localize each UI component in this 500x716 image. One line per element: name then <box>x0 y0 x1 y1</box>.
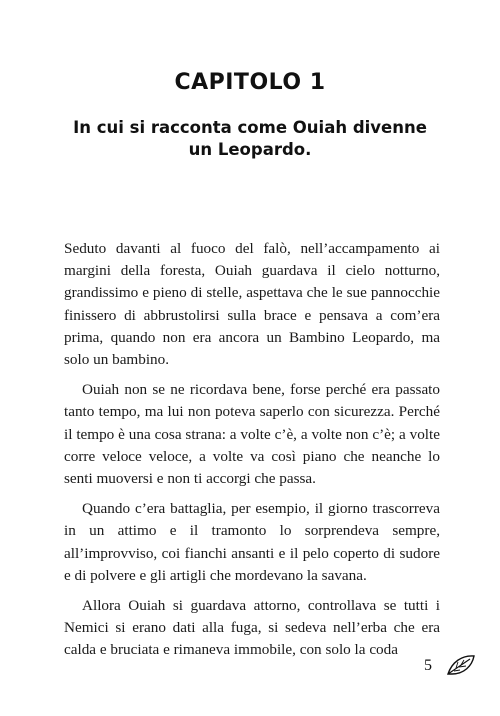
body-text <box>64 238 440 662</box>
paragraph: Quando c’era battaglia, per esempio, il giorno trascorreva in un attimo e il tramonto lo sorprendeva sempre, all’improvviso, coi fianchi ansanti e il pelo coperto di sudore e di polvere e gli artigli che mordevano la savana. <box>64 500 440 584</box>
paragraph: Ouiah non se ne ricordava bene, forse perché era passato tanto tempo, ma lui non poteva saperlo con sicurezza. Perché il tempo è una cosa strana: a volte c’è, a volte non c’è; a volte corre veloce veloce, a volte va così piano che neanche lo senti muoversi e non ti accorgi che passa. <box>64 381 440 488</box>
chapter-subtitle: In cui si racconta come Ouiah divenne un Leopardo. <box>73 118 427 159</box>
leaf-icon <box>446 652 476 678</box>
chapter-title: CAPITOLO 1 <box>174 70 326 95</box>
paragraph: Seduto davanti al fuoco del falò, nell’accampamento ai margini della foresta, Ouiah guardava il cielo notturno, grandissimo e pieno di stelle, aspettava che le sue pannocchie finissero di abbrustolirsi sulla brace e pensava a com’era prima, quando non era ancora un Bambino Leopardo, ma solo un bambino. <box>64 240 440 369</box>
page-number: 5 <box>424 657 432 674</box>
paragraph: Allora Ouiah si guardava attorno, controllava se tutti i Nemici si erano dati alla fuga, si sedeva nell’erba che era calda e bruciata e rimaneva immobile, con solo la coda <box>64 597 440 659</box>
